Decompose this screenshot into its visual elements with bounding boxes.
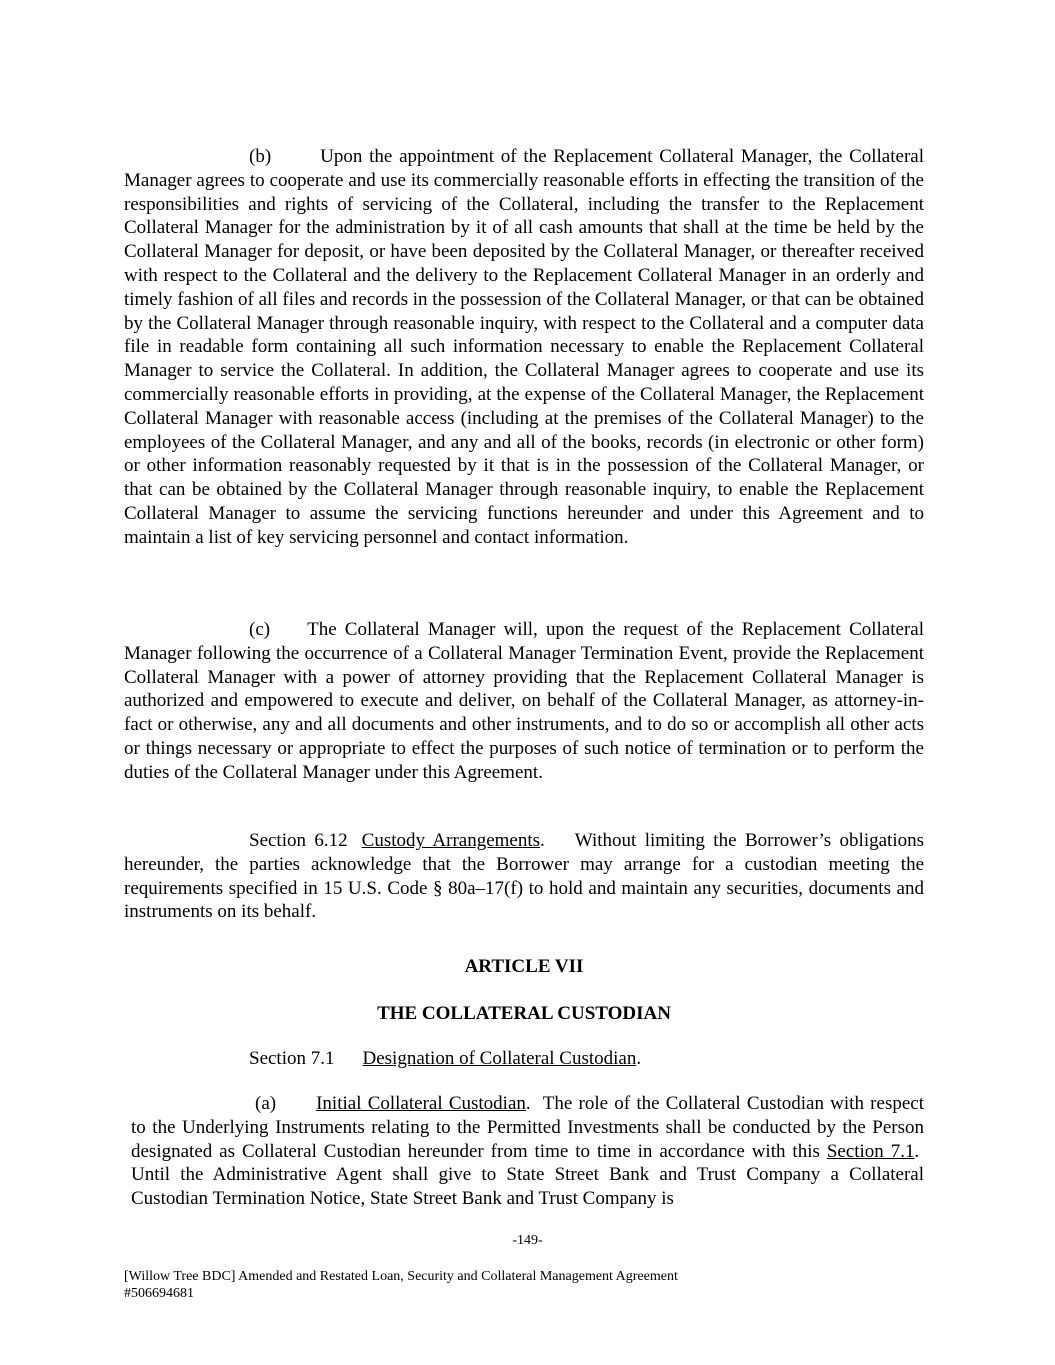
section-6-12-title: Custody Arrangements <box>361 830 541 851</box>
section-7-1-reference: Section 7.1 <box>826 1140 915 1162</box>
paragraph-7-1-a-text-2: Until the Administrative Agent shall give to State Street Bank and Trust Company a Collateral Custodian Termination Notice, State Street Bank and Trust Company is <box>131 1164 924 1210</box>
paragraph-c-label: (c) <box>249 619 271 640</box>
section-7-1-number: Section 7.1 <box>249 1048 335 1069</box>
paragraph-7-1-a-text-1: The role of the Collateral Custodian with respect to the Underlying Instruments relating to the Permitted Investments shall be conducted by the Person designated as Collateral Custodian hereunder from time to time in accordance with this <box>131 1093 924 1162</box>
paragraph-b-label: (b) <box>249 146 272 167</box>
page-number: -149- <box>512 1233 543 1248</box>
section-6-12-text: Without limiting the Borrower’s obligations hereunder, the parties acknowledge that the Borrower may arrange for a custodian meeting the requirements specified in 15 U.S. Code § 80a–17(f) to hold and maintain any securities, documents and instruments on its behalf. <box>124 830 924 923</box>
paragraph-b <box>124 145 924 550</box>
footer <box>124 1268 924 1302</box>
section-6-12-number: Section 6.12 <box>249 830 348 851</box>
paragraph-b-text: Upon the appointment of the Replacement Collateral Manager, the Collateral Manager agrees to cooperate and use its commercially reasonable efforts in effecting the transition of the responsibilities and rights of servicing of the Collateral, including the transfer to the Replacement Collateral Manager for the administration by it of all cash amounts that shall at the time be held by the Collateral Manager for deposit, or have been deposited by the Collateral Manager, or thereafter received with respect to the Collateral and the delivery to the Replacement Collateral Manager in an orderly and timely fashion of all files and records in the possession of the Collateral Manager, or that can be obtained by the Collateral Manager through reasonable inquiry, with respect to the Collateral and a computer data file in readable form containing all such information necessary to enable the Replacement Collateral Manager to service the Collateral. In addition, the Collateral Manager agrees to cooperate and use its commercially reasonable efforts in providing, at the expense of the Collateral Manager, the Replacement Collateral Manager with reasonable access (including at the premises of the Collateral Manager) to the employees of the Collateral Manager, and any and all of the books, records (in electronic or other form) or other information reasonably requested by it that is in the possession of the Collateral Manager, or that can be obtained by the Collateral Manager through reasonable inquiry, to enable the Replacement Collateral Manager to assume the servicing functions hereunder and under this Agreement and to maintain a list of key servicing personnel and contact information. <box>124 146 924 548</box>
paragraph-7-1-a: (a) Initial Collateral Custodian. The role of the Collateral Custodian with respect to the Underlying Instruments relating to the Permitted Investments shall be conducted by the Person designated as Collateral Custodian hereunder from time to time in accordance with this Section 7.1. Until the Administrative Agent shall give to State Street Bank and Trust Company a Collateral Custodian Termination Notice, State Street Bank and Trust Company is <box>131 1093 924 1210</box>
paragraph-7-1-a-title: Initial Collateral Custodian <box>316 1093 526 1114</box>
footer-document-id: #506694681 <box>124 1286 194 1301</box>
section-6-12-paragraph: Section 6.12 Custody Arrangements. Without limiting the Borrower’s obligations hereunder, the parties acknowledge that the Borrower may arrange for a custodian meeting the requirements specified in 15 U.S. Code § 80a–17(f) to hold and maintain any securities, documents and instruments on its behalf. <box>124 830 924 923</box>
article-number: ARTICLE VII <box>464 956 584 977</box>
section-7-1-heading: Section 7.1 Designation of Collateral Custodian. <box>249 1048 642 1069</box>
paragraph-c <box>124 618 924 785</box>
paragraph-c-text: The Collateral Manager will, upon the request of the Replacement Collateral Manager following the occurrence of a Collateral Manager Termination Event, provide the Replacement Collateral Manager with a power of attorney providing that the Replacement Collateral Manager is authorized and empowered to execute and deliver, on behalf of the Collateral Manager, as attorney-in-fact or otherwise, any and all documents and other instruments, and to do so or accomplish all other acts or things necessary or appropriate to effect the purposes of such notice of termination or to perform the duties of the Collateral Manager under this Agreement. <box>124 619 924 783</box>
footer-agreement-title: [Willow Tree BDC] Amended and Restated Loan, Security and Collateral Management Agreement <box>124 1269 678 1284</box>
article-title: THE COLLATERAL CUSTODIAN <box>377 1003 671 1024</box>
section-7-1-title: Designation of Collateral Custodian <box>362 1048 637 1069</box>
paragraph-7-1-a-label: (a) <box>255 1093 277 1114</box>
